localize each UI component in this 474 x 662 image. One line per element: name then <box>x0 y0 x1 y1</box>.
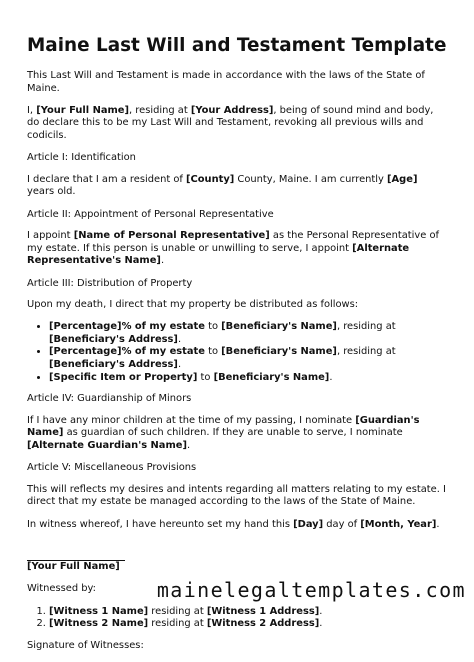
document-title: Maine Last Will and Testament Template <box>27 35 447 56</box>
text-fragment: to <box>204 346 222 358</box>
witness-list <box>27 606 447 631</box>
article-4-heading: Article IV: Guardianship of Minors <box>27 393 192 405</box>
text-fragment: If I have any minor children at the time of my passing, I nominate <box>27 414 356 426</box>
beneficiary-address-placeholder: [Beneficiary's Address] <box>49 333 178 345</box>
witness-clause <box>27 519 447 532</box>
article-1-heading: Article I: Identification <box>27 152 136 164</box>
share-placeholder: [Percentage]% of my estate <box>49 346 205 358</box>
text-fragment: , being of sound mind and body, do declare this to be my Last Will and Testament, revoking all previous wills and codicils. <box>27 104 434 141</box>
signature-of-witnesses-label: Signature of Witnesses: <box>27 639 144 651</box>
text-fragment: . <box>436 518 440 530</box>
full-name-placeholder: [Your Full Name] <box>36 104 130 116</box>
day-placeholder: [Day] <box>293 518 324 530</box>
text-fragment: residing at <box>148 618 207 630</box>
text-fragment: . <box>319 618 323 630</box>
text-fragment: . <box>177 359 182 371</box>
text-fragment: as guardian of such children. If they are unable to serve, I nominate <box>63 427 403 439</box>
text-fragment: . <box>177 333 182 345</box>
text-fragment: to <box>204 321 222 333</box>
text-fragment: I appoint <box>27 230 74 242</box>
alternate-representative-placeholder: [Alternate Representative's Name] <box>27 242 410 267</box>
share-placeholder: [Percentage]% of my estate <box>49 321 205 333</box>
text-fragment: . <box>186 440 191 452</box>
age-placeholder: [Age] <box>387 173 418 185</box>
item-placeholder: [Specific Item or Property] <box>49 371 198 383</box>
text-fragment: . <box>329 371 333 383</box>
text-fragment: . <box>319 605 323 617</box>
document-page <box>27 35 447 662</box>
article-2-heading: Article II: Appointment of Personal Representative <box>27 208 274 220</box>
site-watermark: mainelegaltemplates.com <box>156 578 466 602</box>
list-item <box>49 618 447 631</box>
text-fragment: I, <box>27 104 37 116</box>
county-placeholder: [County] <box>186 173 235 185</box>
article-5-heading: Article V: Miscellaneous Provisions <box>27 462 197 474</box>
guardian-placeholder: [Guardian's Name] <box>27 414 420 439</box>
signature-name-placeholder: [Your Full Name] <box>27 561 120 573</box>
text-fragment: years old. <box>27 186 76 198</box>
text-fragment: . <box>160 255 165 267</box>
text-fragment: , residing at <box>336 321 396 333</box>
list-item <box>49 346 447 371</box>
distribution-list <box>27 321 447 384</box>
text-fragment: In witness whereof, I have hereunto set my hand this <box>27 518 294 530</box>
witness-address-placeholder: [Witness 2 Address] <box>206 618 320 630</box>
text-fragment: County, Maine. I am currently <box>234 173 388 185</box>
intro-paragraph: This Last Will and Testament is made in accordance with the laws of the State of Maine. <box>27 70 425 94</box>
declaration-paragraph <box>27 105 447 143</box>
witness-address-placeholder: [Witness 1 Address] <box>206 605 320 617</box>
signature-name <box>27 561 447 574</box>
article-4-body <box>27 415 447 453</box>
text-fragment: as the Personal Representative of my estate. If this person is unable or unwilling to serve, I appoint <box>27 230 439 254</box>
representative-placeholder: [Name of Personal Representative] <box>73 230 270 242</box>
witnessed-by-label: Witnessed by: <box>27 583 96 595</box>
list-item <box>49 321 447 346</box>
address-placeholder: [Your Address] <box>190 104 274 116</box>
beneficiary-name-placeholder: [Beneficiary's Name] <box>221 346 337 358</box>
list-item <box>49 606 447 619</box>
text-fragment: , residing at <box>129 104 191 116</box>
text-fragment: residing at <box>148 605 207 617</box>
text-fragment: to <box>197 371 214 383</box>
list-item <box>49 372 447 385</box>
month-year-placeholder: [Month, Year] <box>360 518 437 530</box>
beneficiary-address-placeholder: [Beneficiary's Address] <box>49 359 178 371</box>
signature-line <box>27 549 125 561</box>
article-3-lead: Upon my death, I direct that my property be distributed as follows: <box>27 299 359 311</box>
text-fragment: day of <box>323 518 361 530</box>
beneficiary-name-placeholder: [Beneficiary's Name] <box>213 371 330 383</box>
article-2-body <box>27 230 447 268</box>
witness-name-placeholder: [Witness 2 Name] <box>49 618 149 630</box>
text-fragment: I declare that I am a resident of <box>27 173 186 185</box>
article-5-body: This will reflects my desires and intents regarding all matters relating to my estate. I direct that my estate be managed according to the laws of the State of Maine. <box>27 483 446 508</box>
text-fragment: , residing at <box>336 346 396 358</box>
alternate-guardian-placeholder: [Alternate Guardian's Name] <box>27 440 187 452</box>
article-1-body <box>27 174 447 199</box>
witness-name-placeholder: [Witness 1 Name] <box>49 605 149 617</box>
beneficiary-name-placeholder: [Beneficiary's Name] <box>221 321 337 333</box>
article-3-heading: Article III: Distribution of Property <box>27 277 193 289</box>
